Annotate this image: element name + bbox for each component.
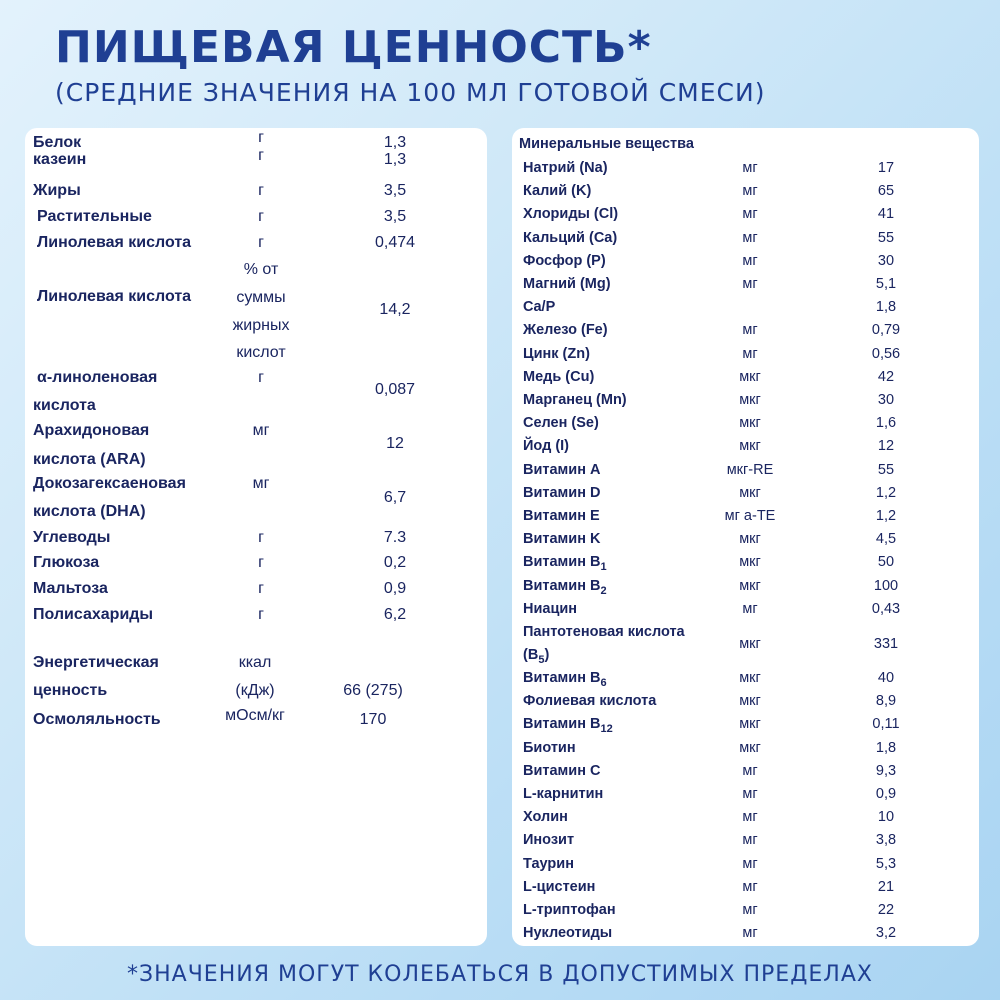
row-value: 41: [877, 206, 895, 223]
row-value: 331: [873, 636, 899, 652]
row-name: Витамин $B_2$: [523, 577, 607, 597]
row-name: Йод (I): [523, 438, 570, 455]
row-name: L-триптофан: [523, 902, 616, 918]
row-value: 30: [877, 252, 895, 269]
row-unit: кислот: [236, 344, 286, 361]
row-value: 0,79: [871, 322, 901, 339]
row-value: 0,087: [374, 381, 416, 398]
row-name: Энергетическая: [33, 654, 159, 671]
row-value: 0,9: [875, 786, 897, 802]
row-name: Цинк (Zn): [523, 345, 590, 362]
row-value: 14,2: [379, 301, 411, 318]
row-name: Витамин C: [523, 762, 601, 779]
row-value: 0,2: [383, 554, 407, 571]
row-name: Витамин $B_1$: [523, 554, 607, 574]
row-value: 7.3: [383, 529, 407, 546]
row-unit: суммы: [236, 289, 286, 306]
row-unit: мкг: [739, 577, 761, 594]
row-value: 6,2: [383, 606, 407, 623]
row-unit: мг: [742, 276, 758, 292]
row-unit: мкг: [739, 739, 761, 756]
row-unit: ккал: [238, 654, 272, 671]
row-name: Витамин $B_{12}$: [523, 716, 613, 736]
row-unit: (кДж): [235, 682, 275, 699]
row-unit: г: [258, 554, 264, 571]
row-unit: мг: [742, 322, 758, 339]
row-unit: мг: [742, 252, 758, 269]
row-unit: мкг: [739, 484, 761, 501]
row-name: Осмоляльность: [33, 711, 161, 728]
row-value: 9,3: [875, 762, 897, 779]
row-value: 17: [877, 160, 895, 176]
row-value: 42: [877, 368, 895, 385]
row-name: $(B_5)$: [523, 647, 550, 666]
row-name: Инозит: [523, 832, 575, 849]
row-name: Медь (Cu): [523, 368, 595, 385]
row-unit: мг: [742, 345, 758, 362]
row-unit: мкг: [739, 636, 761, 652]
row-unit: мкг: [739, 716, 761, 733]
row-unit: % от: [243, 261, 279, 278]
row-name: кислота: [33, 397, 96, 414]
row-name: Витамин D: [523, 484, 601, 501]
row-unit: мОсм/кг: [225, 707, 285, 724]
row-value: 0,11: [872, 716, 900, 733]
minerals-vitamins-panel: [512, 128, 979, 946]
row-unit: г: [258, 147, 264, 164]
row-value: 0,9: [383, 580, 407, 597]
row-value: 3,2: [875, 925, 897, 942]
row-value: 40: [877, 670, 895, 686]
row-unit: мкг: [739, 368, 761, 385]
row-value: 100: [873, 577, 899, 594]
row-name: Магний (Mg): [523, 276, 611, 292]
row-unit: г: [258, 182, 264, 199]
row-unit: мкг: [739, 554, 761, 571]
row-unit: мкг: [739, 392, 761, 408]
row-value: 50: [877, 554, 895, 571]
row-value: 6,7: [383, 489, 407, 506]
row-name: Витамин A: [523, 461, 601, 478]
row-value: 0,56: [871, 345, 901, 362]
row-name: Мальтоза: [33, 580, 108, 597]
row-value: 1,3: [383, 134, 407, 151]
row-value: 0,474: [374, 234, 416, 251]
row-value: 1,2: [875, 508, 897, 524]
row-name: Линолевая кислота: [37, 234, 192, 251]
row-name: кислота (ARA): [33, 451, 146, 468]
row-unit: мг: [252, 422, 270, 439]
row-unit: мкг: [739, 693, 761, 710]
row-value: 3,8: [875, 832, 897, 849]
row-value: 21: [877, 878, 895, 895]
row-unit: мг: [742, 855, 758, 872]
row-unit: г: [258, 369, 264, 386]
row-unit: г: [258, 129, 264, 146]
row-value: 4,5: [875, 531, 897, 548]
row-unit: мг: [742, 809, 758, 826]
row-name: Витамин $B_6$: [523, 670, 607, 689]
row-unit: мг: [742, 160, 758, 176]
row-value: 65: [877, 183, 895, 200]
row-name: Витамин E: [523, 508, 600, 524]
row-value: 1,2: [875, 484, 897, 501]
row-name: кислота (DHA): [33, 503, 146, 520]
row-value: 22: [877, 902, 895, 918]
row-value: 30: [877, 392, 895, 408]
row-value: 1,8: [875, 739, 897, 756]
row-name: L-цистеин: [523, 878, 596, 895]
row-unit: мг: [742, 762, 758, 779]
row-unit: мг: [742, 206, 758, 223]
row-unit: мкг-RE: [726, 461, 774, 478]
row-name: Калий (K): [523, 183, 592, 200]
row-name: казеин: [33, 151, 87, 168]
row-name: Докозагексаеновая: [33, 475, 186, 492]
row-name: Селен (Se): [523, 415, 599, 432]
row-name: Холин: [523, 809, 568, 826]
row-name: Арахидоновая: [33, 422, 150, 439]
row-name: Глюкоза: [33, 554, 100, 571]
row-name: Кальций (Ca): [523, 229, 618, 246]
row-unit: мкг: [739, 531, 761, 548]
row-value: 1,8: [875, 299, 897, 316]
row-unit: г: [258, 208, 264, 225]
row-value: 12: [877, 438, 895, 455]
row-name: Фосфор (P): [523, 252, 606, 269]
row-name: Ca/P: [523, 299, 556, 316]
row-unit: г: [258, 580, 264, 597]
row-unit: мг: [742, 878, 758, 895]
row-name: Линолевая кислота: [37, 288, 192, 305]
row-value: 55: [877, 229, 895, 246]
row-value: 5,1: [875, 276, 897, 292]
row-unit: мкг: [739, 438, 761, 455]
row-name: α-линоленовая: [37, 369, 158, 386]
row-name: Биотин: [523, 739, 576, 756]
row-name: Ниацин: [523, 600, 578, 617]
row-unit: мкг: [739, 670, 761, 686]
row-name: Растительные: [37, 208, 152, 225]
row-value: 8,9: [875, 693, 897, 710]
row-unit: мг: [742, 902, 758, 918]
row-value: 1,6: [875, 415, 897, 432]
page-subtitle: (СРЕДНИЕ ЗНАЧЕНИЯ НА 100 МЛ ГОТОВОЙ СМЕСИ): [55, 78, 766, 107]
row-name: Пантотеновая кислота: [523, 624, 685, 640]
row-name: L-карнитин: [523, 786, 604, 802]
page-title: ПИЩЕВАЯ ЦЕННОСТЬ*: [55, 22, 652, 73]
row-name: Нуклеотиды: [523, 925, 613, 942]
row-unit: жирных: [232, 317, 290, 334]
row-name: Углеводы: [33, 529, 111, 546]
row-name: Белок: [33, 134, 82, 151]
row-name: Хлориды (Cl): [523, 206, 619, 223]
row-unit: мг: [742, 786, 758, 802]
row-value: 170: [359, 711, 387, 728]
section-heading: Минеральные вещества: [519, 136, 694, 152]
row-name: Марганец (Mn): [523, 392, 627, 408]
row-unit: мг: [742, 925, 758, 942]
row-name: Натрий (Na): [523, 160, 608, 176]
row-value: 3,5: [383, 182, 407, 199]
row-value: 3,5: [383, 208, 407, 225]
row-unit: мг: [742, 600, 758, 617]
row-value: 5,3: [875, 855, 897, 872]
row-value: 10: [877, 809, 895, 826]
macronutrients-panel: [25, 128, 487, 946]
row-unit: г: [258, 529, 264, 546]
row-unit: мг: [742, 183, 758, 200]
row-value: 55: [877, 461, 895, 478]
row-unit: мг: [742, 832, 758, 849]
row-value: 1,3: [383, 151, 407, 168]
row-unit: мг: [252, 475, 270, 492]
footnote: *ЗНАЧЕНИЯ МОГУТ КОЛЕБАТЬСЯ В ДОПУСТИМЫХ ПРЕДЕЛАХ: [127, 962, 873, 987]
row-name: Полисахариды: [33, 606, 154, 623]
row-unit: г: [258, 234, 264, 251]
row-name: Таурин: [523, 855, 574, 872]
row-name: Железо (Fe): [523, 322, 608, 339]
row-value: 0,43: [871, 600, 901, 617]
row-value: 12: [386, 435, 404, 452]
row-unit: мг а-TE: [724, 508, 776, 524]
row-name: Фолиевая кислота: [523, 693, 657, 710]
row-unit: мкг: [739, 415, 761, 432]
row-unit: г: [258, 606, 264, 623]
row-name: ценность: [33, 682, 108, 699]
row-name: Витамин K: [523, 531, 601, 548]
row-name: Жиры: [33, 182, 81, 199]
row-unit: мг: [742, 229, 758, 246]
row-value: 66 (275): [343, 682, 403, 699]
